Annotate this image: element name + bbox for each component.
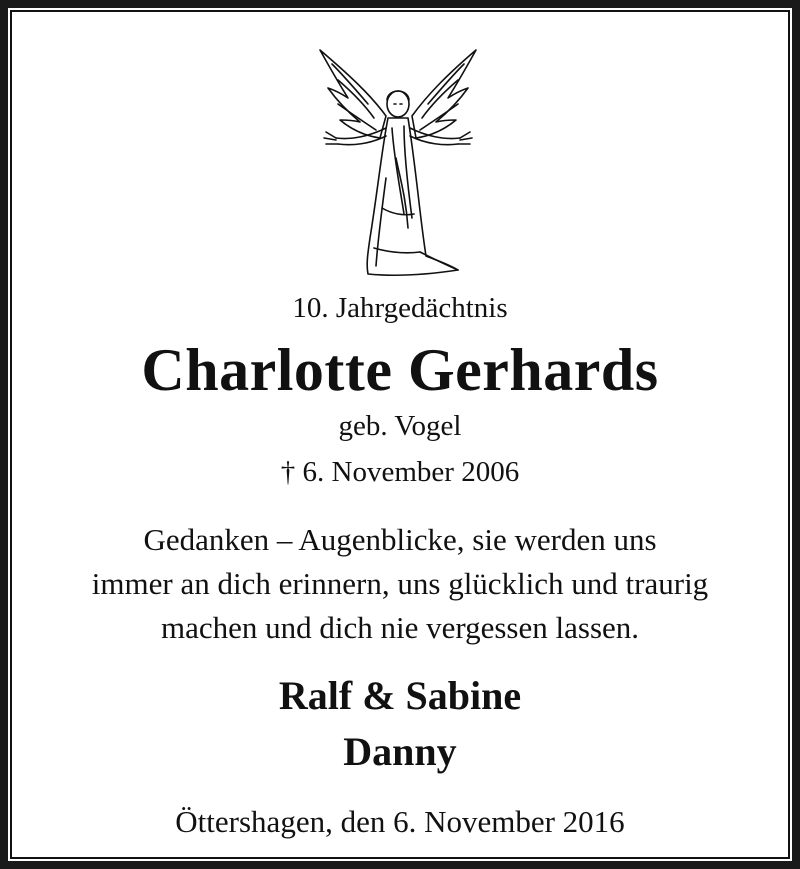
poem-line: immer an dich erinnern, uns glücklich und traurig <box>91 566 709 601</box>
deceased-name: Charlotte Gerhards <box>141 337 659 403</box>
obituary-notice <box>8 8 792 861</box>
maiden-name: geb. Vogel <box>338 410 462 442</box>
poem-line: machen und dich nie vergessen lassen. <box>160 610 640 645</box>
mourner-names: Ralf & Sabine <box>278 673 522 718</box>
poem-line: Gedanken – Augenblicke, sie werden uns <box>143 522 657 557</box>
anniversary-heading: 10. Jahrgedächtnis <box>292 292 508 324</box>
death-date: † 6. November 2006 <box>280 456 520 488</box>
memorial-poem <box>8 518 792 650</box>
notice-content <box>8 8 792 861</box>
mourner-names: Danny <box>343 729 457 774</box>
place-and-date: Öttershagen, den 6. November 2016 <box>175 804 625 839</box>
angel-icon <box>308 38 488 278</box>
